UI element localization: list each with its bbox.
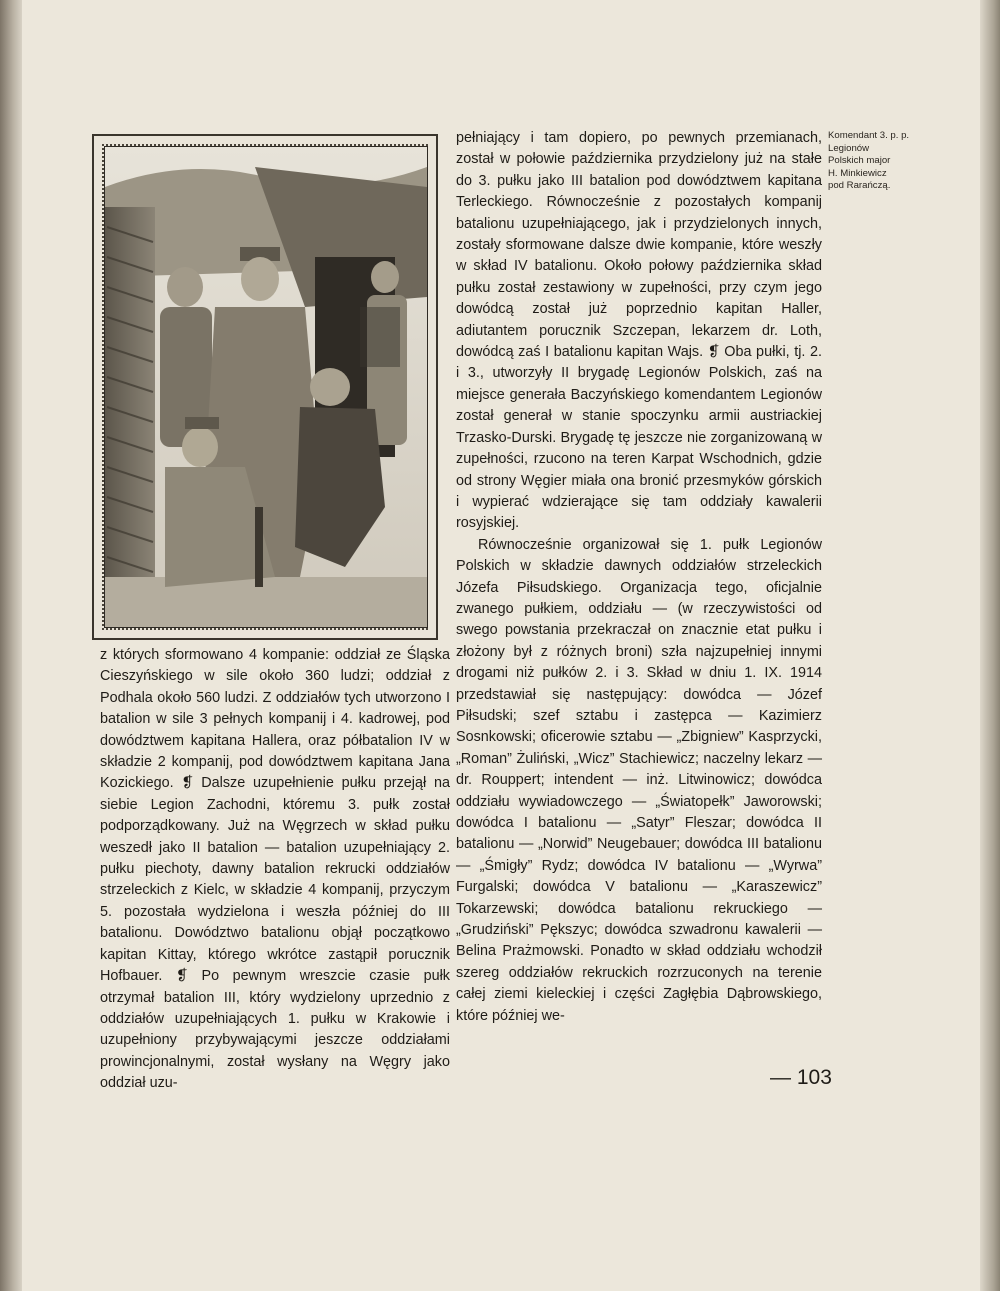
page-edge [980, 0, 1000, 1291]
caption-line: Komendant 3. p. p. [828, 130, 910, 141]
body-paragraph: z których sformowano 4 kompanie: oddział ze Śląska Cieszyńskiego w sile około 360 ludzi; oddział z Podhala około 560 ludzi. Z oddziałów tych utworzono I batalion w sile 3 pełnych kompanij i 4. kadrowej, pod dowództwem kapitana Hallera, oraz półbatalion IV w składzie 2 kompanij, pod dowództwem kapitana Jana Kozickiego. ❡ Dalsze uzupełnienie pułku przejął na siebie Legion Zachodni, któremu 3. pułk został podporządkowany. Już na Węgrzech w skład pułku weszedł jako II batalion — batalion uzupełniający 2. pułku piechoty, dawny batalion rekrucki oddziałów strzeleckich z Kielc, w składzie 4 kompanij, przyczym 5. pozostała wydzielona i weszła później do III batalionu. Dowództwo batalionu objął początkowo kapitan Kittay, którego wkrótce zastąpił porucznik Hofbauer. ❡ Po pewnym wreszcie czasie pułk otrzymał batalion III, który wydzielony uprzednio z oddziałów uzupełniających 1. pułku w Krakowie i uzupełniony przybywającymi jeszcze oddziałami prowincjonalnymi, został wysłany na Węgry jako oddział uzu- [100, 647, 450, 1092]
photo-image [105, 147, 427, 627]
book-spine [0, 0, 22, 1291]
caption-line: H. Minkiewicz [828, 167, 887, 179]
body-paragraph: Równocześnie organizował się 1. pułk Legionów Polskich w składzie dawnych oddziałów strzeleckich Józefa Piłsudskiego. Organizacja tego, oficjalnie zwanego pułkiem, oddziału — (w rzeczywistości od swego powstania przekraczał on znacznie etat pułku i złożony był z różnych broni) szła najzupełniej innymi drogami niż pułków 2. i 3. Skład w dniu 1. IX. 1914 przedstawiał się następujący: dowódca — Józef Piłsudski; szef sztabu i zastępca — Kazimierz Sosnkowski; oficerowie sztabu — „Zbigniew” Kasprzycki, „Roman” Żuliński, „Wicz” Stachiewicz; naczelny lekarz — dr. Rouppert; intendent — inż. Litwinowicz; dowódca oddziału wywiadowczego — „Światopełk” Jaworowski; dowódca I batalionu — „Satyr” Fleszar; dowódca II batalionu — „Norwid” Neugebauer; dowódca III batalionu — „Śmigły” Rydz; dowódca IV batalionu — „Wyrwa” Furgalski; dowódca V batalionu — „Karaszewicz” Tokarzewski; dowódca batalionu rekruckiego — „Grudziński” Pększyc; dowódca szwadronu kawalerii — Belina Prażmowski. Ponadto w skład oddziału wchodził szereg oddziałów rekruckich rozrzuconych na terenie całej ziemi kieleckiej i części Zagłębia Dąbrowskiego, które później we- [456, 536, 822, 1024]
caption-line: Legionów [828, 142, 870, 154]
photo-caption [828, 130, 928, 193]
body-paragraph: pełniający i tam dopiero, po pewnych przemianach, został w połowie października przydzielony już na stałe do 3. pułku jako III batalion pod dowództwem kapitana Terleckiego. Równocześnie z pozostałych kompanij batalionu uzupełniającego, jak i przydzielonych innych, zostały sformowane dalsze dwie kompanie, które weszły w skład IV batalionu. Około połowy października skład pułku został zestawiony w zupełności, przy czym jego dowódcą został już poprzednio kapitan Haller, adiutantem porucznik Szczepan, lekarzem dr. Loth, dowódcą zaś I batalionu kapitan Wajs. ❡ Oba pułki, tj. 2. i 3., utworzyły II brygadę Legionów Polskich, zaś na miejsce generała Baczyńskiego komendantem Legionów został generał w stanie spoczynku armii austriackiej Trzasko-Durski. Brygadę tę jeszcze nie zorganizowaną w zupełności, rzucono na teren Karpat Wschodnich, gdzie od strony Węgier miała ona bronić przesmyków górskich i wypierać wdzierające się tam oddziały kawalerii rosyjskiej. [456, 130, 822, 532]
right-text-column [456, 128, 822, 1027]
caption-line: pod Rarańczą. [828, 180, 891, 192]
trench-photograph [104, 146, 428, 628]
caption-line: Polskich major [828, 155, 891, 167]
page-number: — 103 [770, 1066, 832, 1089]
left-text-column [100, 645, 450, 1095]
